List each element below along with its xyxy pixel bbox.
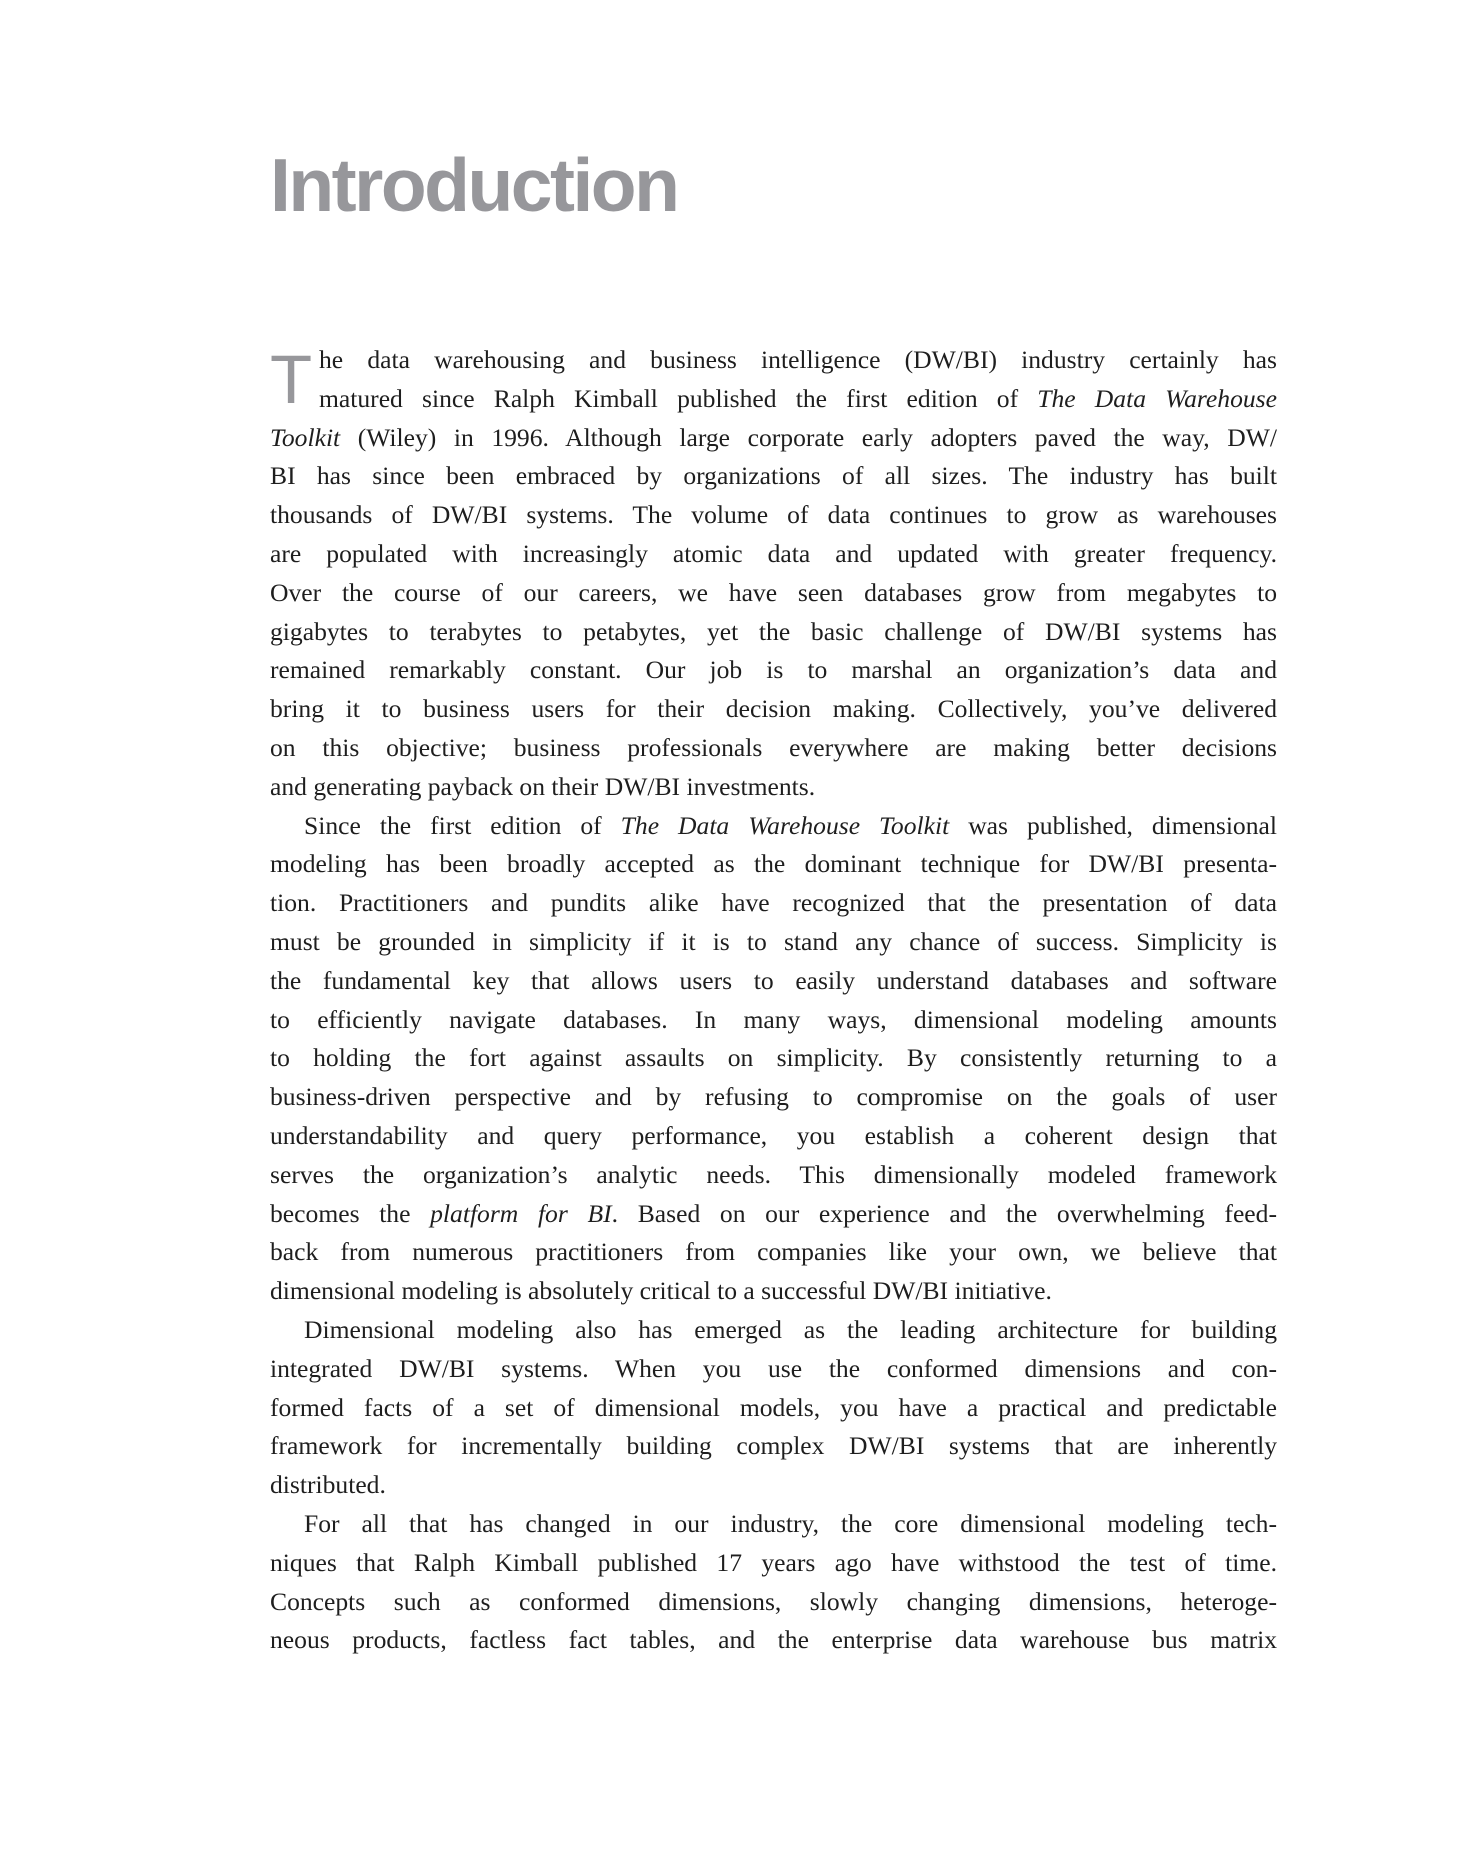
text-segment: (Wiley) in 1996. Although large corporate early adopters paved the way, DW/ [340,422,1277,452]
text-segment: to holding the fort against assaults on simplicity. By consistently returning to a [270,1043,1277,1073]
drop-cap: T [270,341,313,418]
text-segment: Over the course of our careers, we have seen databases grow from megabytes to [270,577,1277,607]
text-line [270,1272,1277,1311]
italic-text: The Data Warehouse [1037,383,1277,413]
text-segment: BI has since been embraced by organizations of all sizes. The industry has built [270,461,1277,491]
text-line [270,1505,1277,1544]
text-segment: bring it to business users for their decision making. Collectively, you’ve delivered [270,694,1277,724]
text-line [270,1311,1277,1350]
text-segment: serves the organization’s analytic needs. This dimensionally modeled framework [270,1159,1277,1189]
text-segment: gigabytes to terabytes to petabytes, yet the basic challenge of DW/BI systems has [270,616,1277,646]
text-segment: Since the first edition of [304,810,621,840]
text-segment: on this objective; business professionals everywhere are making better decisions [270,732,1277,762]
text-segment: dimensional modeling is absolutely critical to a successful DW/BI initiative. [270,1276,1052,1306]
chapter-title: Introduction [270,143,678,227]
text-segment: back from numerous practitioners from companies like your own, we believe that [270,1237,1277,1267]
text-line [270,1195,1277,1234]
text-segment: framework for incrementally building complex DW/BI systems that are inherently [270,1431,1277,1461]
text-line [270,419,1277,458]
text-segment: niques that Ralph Kimball published 17 years ago have withstood the test of time. [270,1547,1277,1577]
text-line [270,1389,1277,1428]
text-segment: understandability and query performance, you establish a coherent design that [270,1120,1277,1150]
text-line [270,380,1277,419]
text-line [270,457,1277,496]
text-segment: For all that has changed in our industry, the core dimensional modeling tech- [304,1508,1277,1538]
text-segment: neous products, factless fact tables, and the enterprise data warehouse bus matrix [270,1625,1277,1655]
italic-text: Toolkit [270,422,341,452]
text-line [270,1583,1277,1622]
text-line [270,1117,1277,1156]
text-segment: integrated DW/BI systems. When you use the conformed dimensions and con- [270,1353,1277,1383]
text-segment: becomes the [270,1198,431,1228]
text-segment: thousands of DW/BI systems. The volume of data continues to grow as warehouses [270,500,1277,530]
text-segment: distributed. [270,1470,386,1500]
text-line [270,1544,1277,1583]
text-segment: Concepts such as conformed dimensions, slowly changing dimensions, heteroge- [270,1586,1277,1616]
text-line [270,1156,1277,1195]
italic-text: platform for BI [430,1198,612,1228]
text-line [270,768,1277,807]
text-line [270,1427,1277,1466]
text-segment: formed facts of a set of dimensional models, you have a practical and predictable [270,1392,1277,1422]
text-line [270,1621,1277,1660]
text-segment: the fundamental key that allows users to easily understand databases and software [270,965,1277,995]
text-segment: modeling has been broadly accepted as the dominant technique for DW/BI presenta- [270,849,1277,879]
text-line [270,1001,1277,1040]
text-line [270,651,1277,690]
text-line [270,496,1277,535]
text-line [270,690,1277,729]
text-segment: to efficiently navigate databases. In many ways, dimensional modeling amounts [270,1004,1277,1034]
paragraph [270,807,1277,1311]
text-line [270,845,1277,884]
paragraph [270,341,1277,807]
text-line [270,1466,1277,1505]
text-segment: . Based on our experience and the overwhelming feed- [611,1198,1277,1228]
text-line [270,1233,1277,1272]
text-line [270,807,1277,846]
paragraph [270,1505,1277,1660]
text-segment: must be grounded in simplicity if it is to stand any chance of success. Simplicity is [270,926,1277,956]
text-line [270,923,1277,962]
text-line [270,962,1277,1001]
text-line [270,1078,1277,1117]
text-line [270,574,1277,613]
text-segment: Dimensional modeling also has emerged as the leading architecture for building [304,1314,1277,1344]
text-segment: tion. Practitioners and pundits alike have recognized that the presentation of data [270,888,1277,918]
text-line [270,535,1277,574]
text-line [270,884,1277,923]
text-segment: he data warehousing and business intelligence (DW/BI) industry certainly has [319,345,1277,374]
text-line [270,613,1277,652]
text-line [270,1350,1277,1389]
body-text [270,341,1277,1660]
text-segment: are populated with increasingly atomic data and updated with greater frequency. [270,538,1277,568]
text-segment: matured since Ralph Kimball published the first edition of [319,383,1038,413]
text-line [270,1039,1277,1078]
text-segment: was published, dimensional [949,810,1277,840]
text-segment: remained remarkably constant. Our job is to marshal an organization’s data and [270,655,1277,685]
text-segment: and generating payback on their DW/BI investments. [270,771,816,801]
text-segment: business-driven perspective and by refusing to compromise on the goals of user [270,1082,1277,1112]
paragraph [270,1311,1277,1505]
text-line [270,729,1277,768]
italic-text: The Data Warehouse Toolkit [620,810,950,840]
